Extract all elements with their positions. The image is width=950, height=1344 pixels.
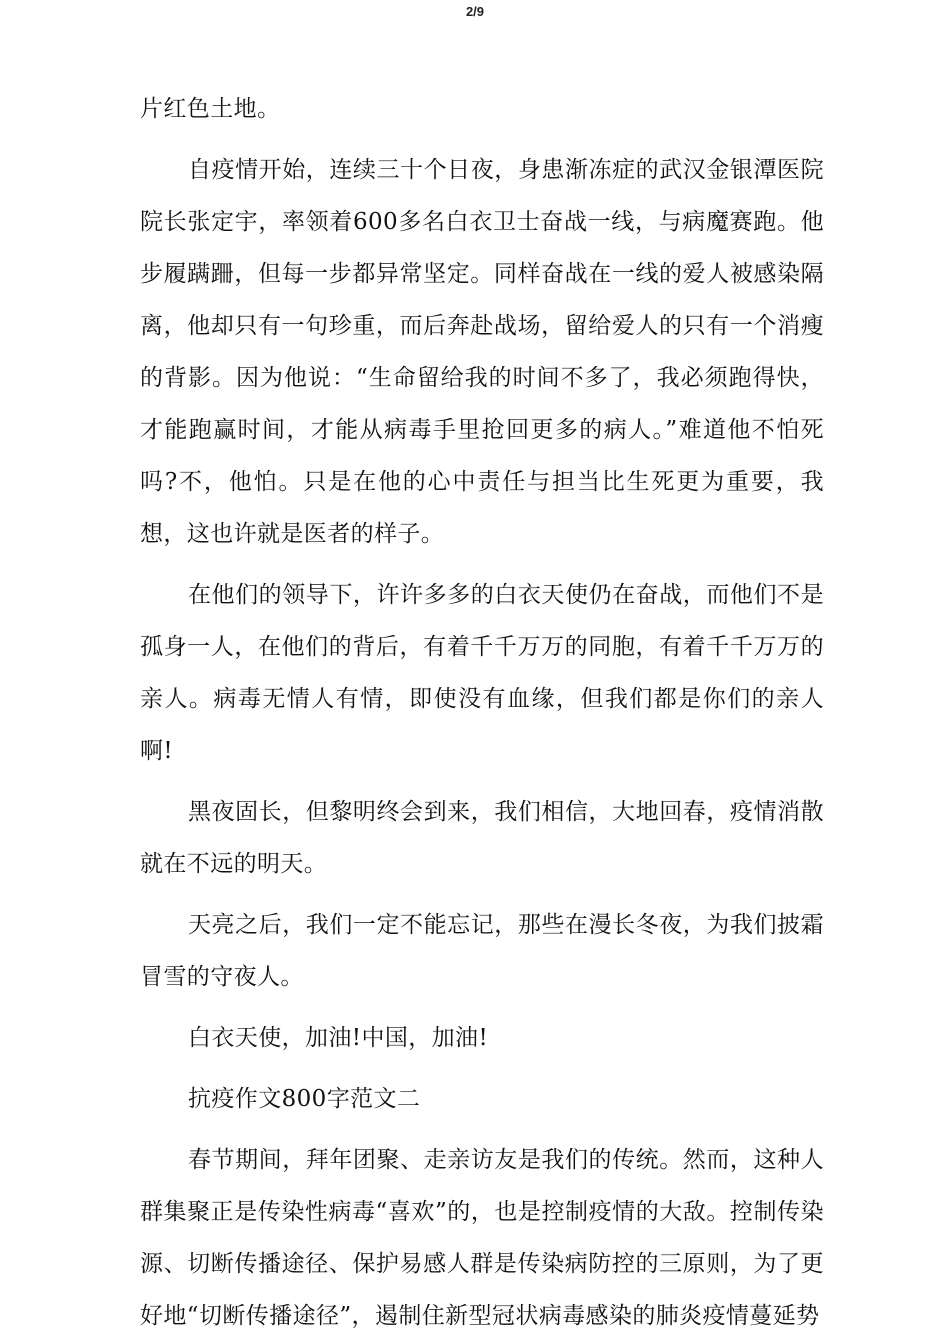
paragraph-zhang-dingyu: 自疫情开始，连续三十个日夜，身患渐冻症的武汉金银潭医院院长张定宇，率领着600多名白衣卫士奋战一线，与病魔赛跑。他步履蹒跚，但每一步都异常坚定。同样奋战在一线的爱人被感染隔离，他却只有一句珍重，而后奔赴战场，留给爱人的只有一个消瘦的背影。因为他说：“生命留给我的时间不多了，我必须跑得快，才能跑赢时间，才能从病毒手里抢回更多的病人。”难道他不怕死吗?不，他怕。只是在他的心中责任与担当比生死更为重要，我想，这也许就是医者的样子。 xyxy=(140,157,824,547)
paragraph-dawn: 黑夜固长，但黎明终会到来，我们相信，大地回春，疫情消散就在不远的明天。 xyxy=(140,799,824,877)
paragraph-spring-festival: 春节期间，拜年团聚、走亲访友是我们的传统。然而，这种人群集聚正是传染性病毒“喜欢”的，也是控制疫情的大敌。控制传染源、切断传播途径、保护易感人群是传染病防控的三原则，为了更好地“切断传播途径”，遏制住新型冠状病毒感染的肺炎疫情蔓延势 xyxy=(140,1147,824,1329)
paragraph-continuation: 片红色土地。 xyxy=(140,96,281,122)
paragraph-night-watchers: 天亮之后，我们一定不能忘记，那些在漫长冬夜，为我们披霜冒雪的守夜人。 xyxy=(140,912,824,990)
document-body xyxy=(140,83,824,1342)
paragraph-cheer: 白衣天使，加油!中国，加油! xyxy=(188,1025,489,1051)
section-heading: 抗疫作文800字范文二 xyxy=(188,1086,421,1112)
paragraph-white-angels: 在他们的领导下，许许多多的白衣天使仍在奋战，而他们不是孤身一人，在他们的背后，有着千千万万的同胞，有着千千万万的亲人。病毒无情人有情，即使没有血缘，但我们都是你们的亲人啊! xyxy=(140,582,824,764)
page-number: 2/9 xyxy=(465,4,485,19)
